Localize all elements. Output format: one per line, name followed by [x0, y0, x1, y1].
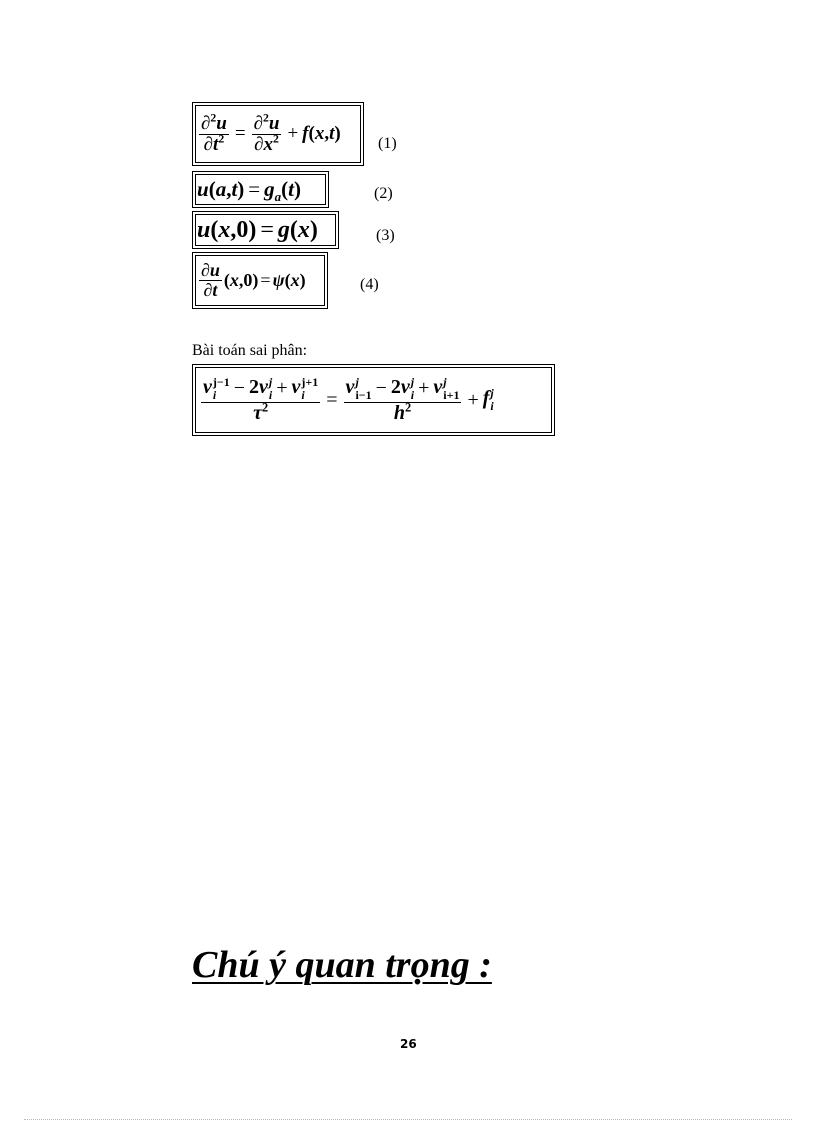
- scheme-rhs-fraction: v j i−1 − 2v j i + v j i+1 $h^2$: [345, 375, 460, 424]
- eq1-rhs-fraction: $\frac{\partial^2u}{\partial x^2}$: [253, 111, 280, 155]
- equation-3-number: (3): [376, 227, 395, 244]
- eq4-fraction: $\frac{\partial u}{\partial t}$: [201, 260, 220, 300]
- equation-2-number: (2): [374, 185, 393, 202]
- eq3-expression: u(x,0) = g(x): [197, 216, 318, 243]
- eq4-expression: (x,0) = ψ(x): [223, 270, 306, 290]
- equation-1-number: (1): [378, 135, 397, 152]
- scheme-source-term: f j i: [482, 386, 494, 413]
- eq2-expression: $u(a,t) = g_a(t)$: [197, 177, 301, 205]
- difference-problem-label: Bài toán sai phân:: [192, 342, 308, 359]
- equation-4-box: [192, 252, 328, 309]
- equation-1-box: $\frac{\partial^2u}{\partial t^2}$ = $\frac{\partial^2u}{\partial x^2}$ + f(x,t): [192, 102, 364, 166]
- page-bottom-divider: [24, 1119, 792, 1120]
- section-heading: Chú ý quan trọng :: [192, 944, 492, 986]
- equation-2-box: [192, 171, 329, 208]
- scheme-lhs-fraction: v j−1 i − 2v j i + v j+1 i $\tau^2$: [203, 375, 319, 424]
- eq1-source-term: f(x,t): [302, 123, 341, 144]
- difference-scheme-box: v j−1 i − 2v j i + v j+1 i $\tau^2$ = v j i−1 − 2v j i + v j i+1 $h^2$ + f j i: [192, 364, 555, 436]
- equation-4-number: (4): [360, 276, 379, 293]
- eq1-lhs-fraction: $\frac{\partial^2u}{\partial t^2}$: [201, 111, 227, 155]
- equation-3-box: [192, 211, 339, 249]
- page-number: 26: [400, 1037, 417, 1051]
